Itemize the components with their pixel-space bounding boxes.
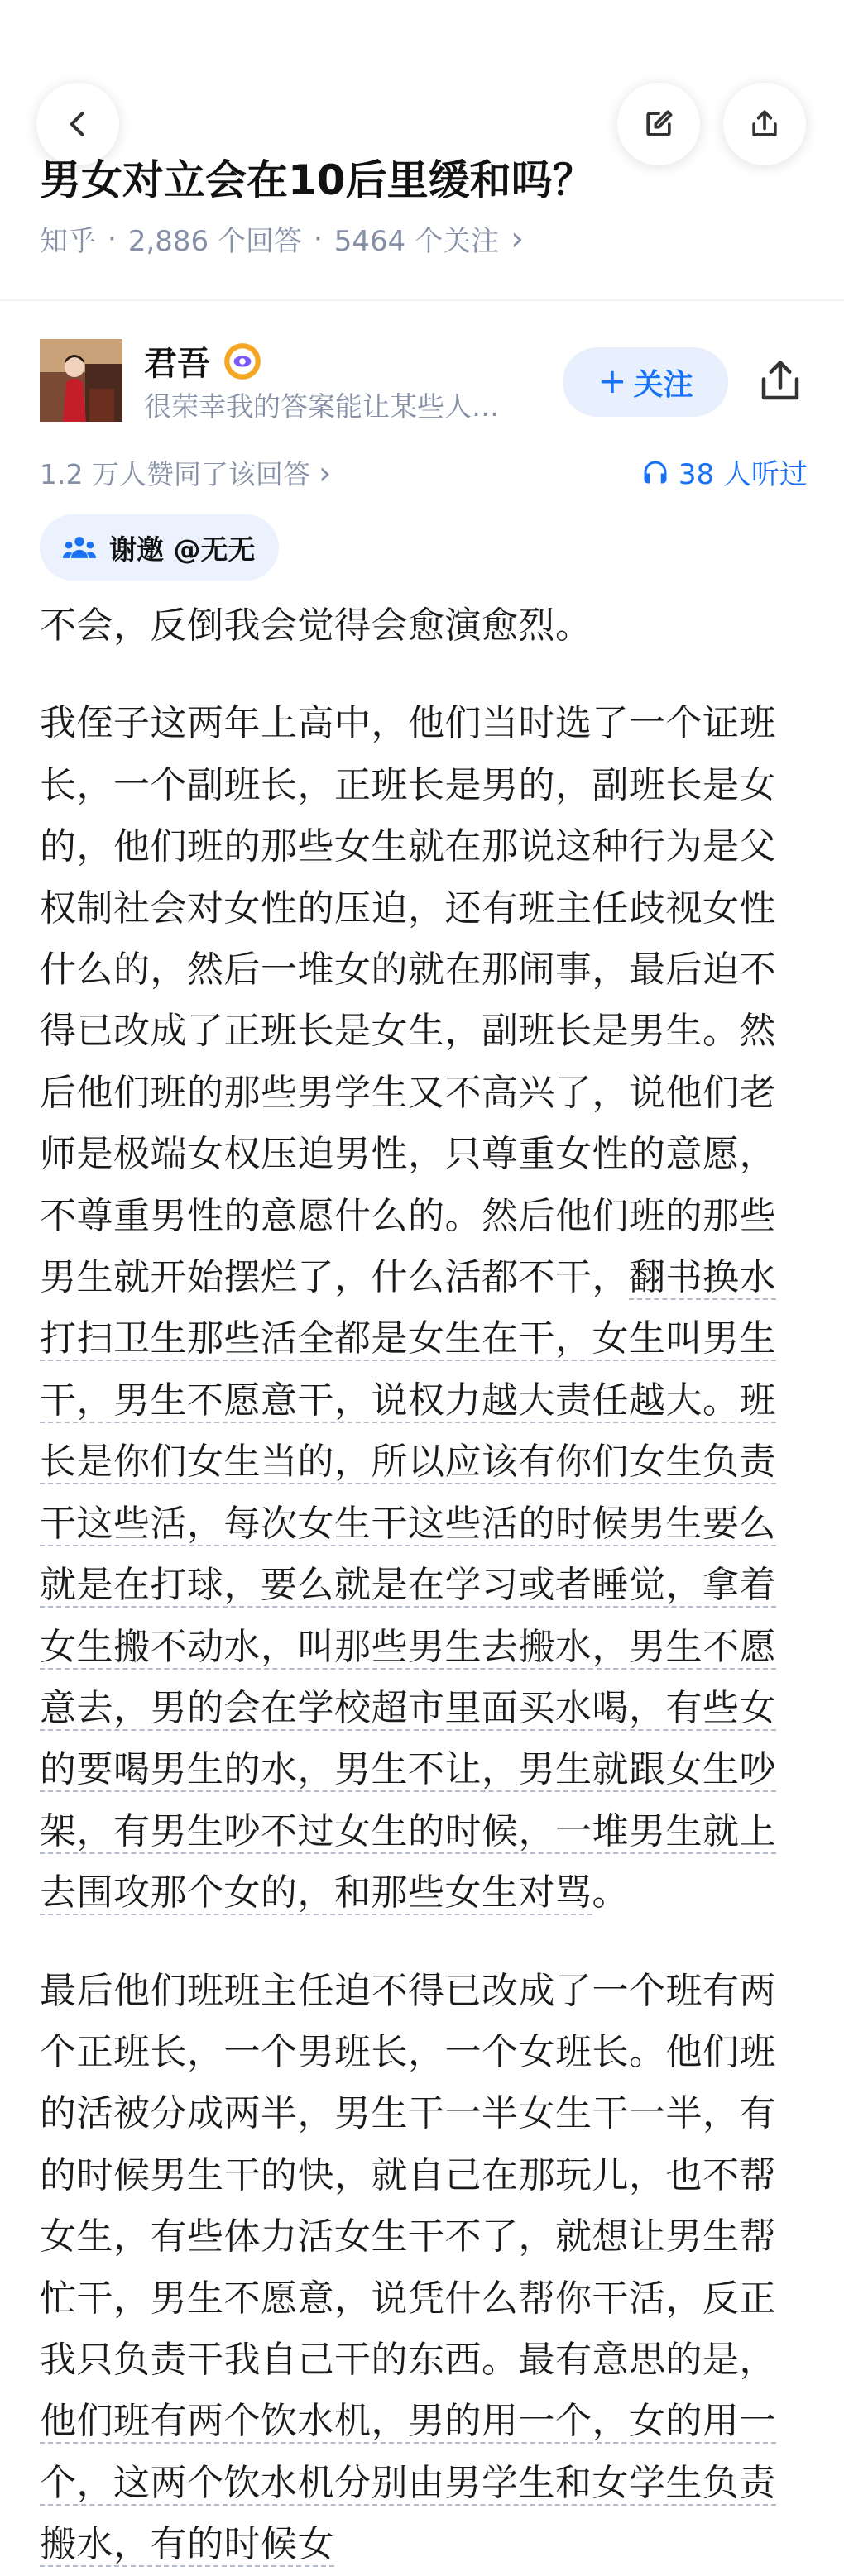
- meta-separator: ·: [313, 222, 323, 256]
- follow-label: 关注: [633, 367, 693, 402]
- source-label: 知乎: [40, 225, 96, 258]
- answer-content: [40, 595, 794, 2576]
- avatar[interactable]: [40, 339, 122, 422]
- chevron-right-icon: ›: [318, 454, 332, 491]
- follows-count: 5464 个关注: [333, 225, 500, 258]
- question-title[interactable]: 男女对立会在10后里缓和吗？: [40, 156, 594, 204]
- gold-badge-icon: [222, 341, 263, 382]
- paragraph: [40, 1961, 794, 2576]
- follow-button[interactable]: [563, 347, 728, 417]
- avatar-image: [40, 339, 122, 422]
- author-bio[interactable]: 很荣幸我的答案能让某些人…: [144, 390, 499, 423]
- paragraph-text: 。: [592, 1871, 629, 1914]
- paragraph-text: 我侄子这两年上高中，他们当时选了一个证班长，一个副班长，正班长是男的，副班长是女的，他们班的那些女生就在那说这种行为是父权制社会对女性的压迫，还有班主任歧视女性什么的，然后一堆女的就在那闹事，最后迫不得已改成了正班长是女生，副班长是男生。然后他们班的那些男学生又不高兴了，说他们老师是极端女权压迫男性，只尊重女性的意愿，不尊重男性的意愿什么的。然后他们班的那些男生就开始摆烂了，什么活都不干，: [40, 702, 776, 1299]
- paragraph: 不会，反倒我会觉得会愈演愈烈。: [40, 605, 592, 647]
- paragraph: [40, 693, 794, 1924]
- plus-icon: +: [597, 360, 627, 401]
- upvote-count: 1.2 万人赞同了该回答: [40, 458, 310, 490]
- headphones-icon: [640, 457, 670, 487]
- invite-tag[interactable]: [40, 514, 279, 581]
- upvote-summary[interactable]: [40, 453, 331, 492]
- highlighted-text[interactable]: 翻书换水打扫卫生那些活全都是女生在干，女生叫男生干，男生不愿意干，说权力越大责任越大。班长是你们女生当的，所以应该有你们女生负责干这些活，每次女生干这些活的时候男生要么就是在打球，要么就是在学习或者睡觉，拿着女生搬不动水，叫那些男生去搬水，男生不愿意去，男的会在学校超市里面买水喝，有些女的要喝男生的水，男生不让，男生就跟女生吵架，有男生吵不过女生的时候，一堆男生就上去围攻那个女的，和那些女生对骂: [40, 1256, 776, 1914]
- question-meta[interactable]: [40, 218, 524, 259]
- meta-separator: ·: [108, 222, 117, 256]
- author-name[interactable]: [144, 337, 263, 385]
- chevron-left-icon: [60, 106, 96, 142]
- listen-count[interactable]: [640, 452, 808, 492]
- chevron-right-icon: ›: [511, 219, 525, 258]
- share-icon: [755, 356, 805, 406]
- group-icon: [63, 534, 96, 561]
- share-icon: [746, 106, 783, 142]
- edit-icon: [640, 106, 677, 142]
- invite-label: 谢邀 @无无: [109, 533, 256, 566]
- share-answer-button[interactable]: [751, 352, 809, 410]
- author-name-text: 君吾: [144, 345, 210, 383]
- paragraph-text: 最后他们班班主任迫不得已改成了一个班有两个正班长，一个男班长，一个女班长。他们班的活被分成两半，男生干一半女生干一半，有的时候男生干的快，就自己在那玩儿，也不帮女生，有些体力活女生干不了，就想让男生帮忙干，男生不愿意，说凭什么帮你干活，反正我只负责干我自己干的东西。最有意思的是，: [40, 1969, 776, 2381]
- divider: [0, 299, 844, 301]
- listen-text: 38 人听过: [678, 458, 808, 491]
- answers-count: 2,886 个回答: [127, 225, 302, 258]
- highlighted-text[interactable]: 他们班有两个饮水机，男的用一个，女的用一个，这两个饮水机分别由男学生和女学生负责搬水，有的时候女: [40, 2400, 776, 2566]
